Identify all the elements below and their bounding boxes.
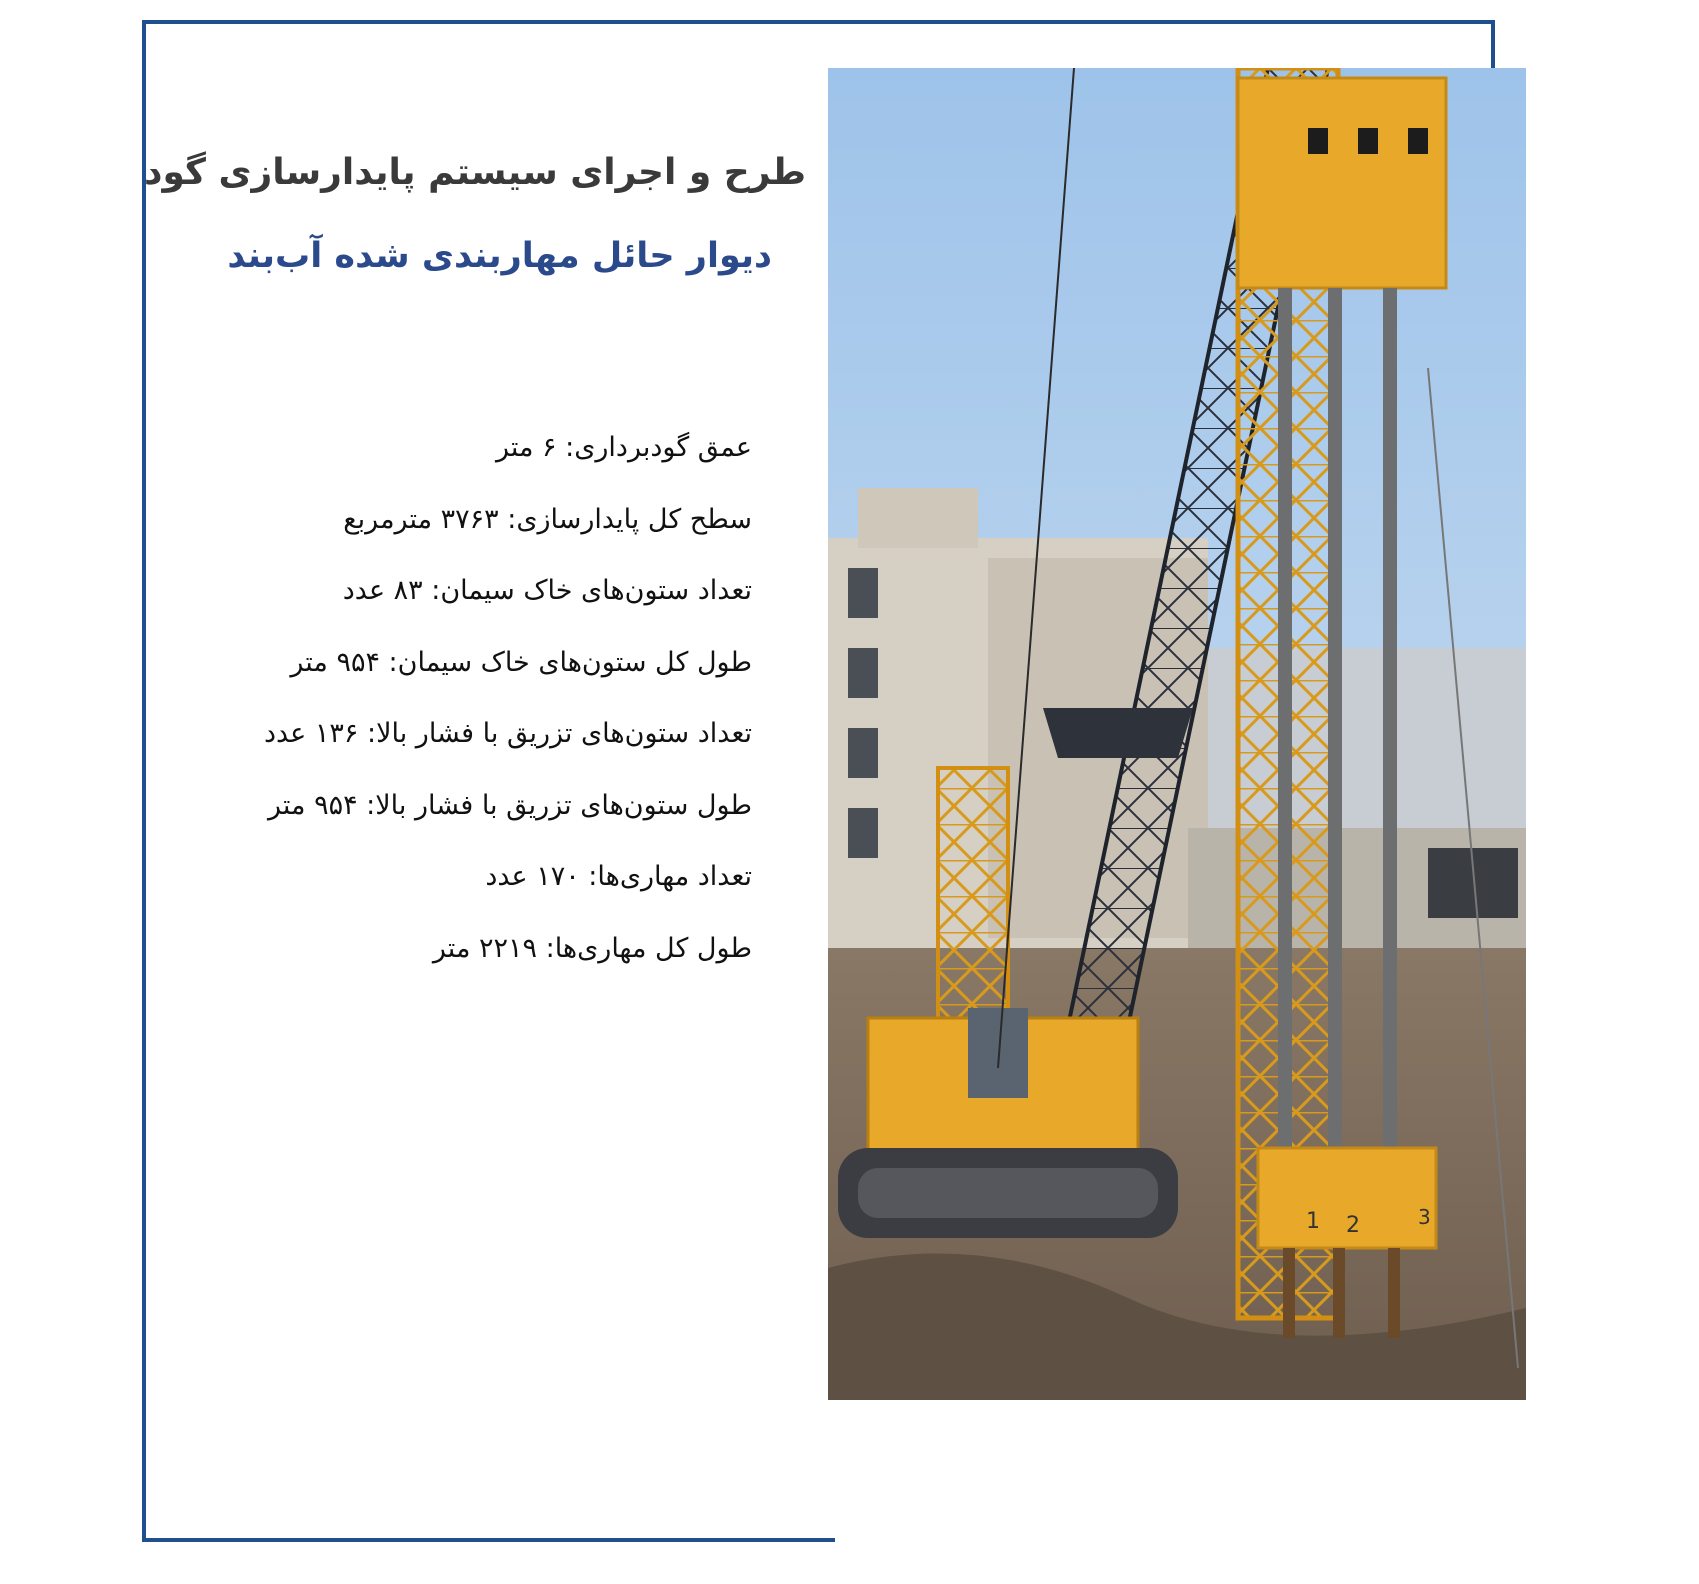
stat-soil-cement-column-length: طول کل ستون‌های خاک سیمان: ۹۵۴ متر xyxy=(290,646,752,678)
stat-jet-grout-column-count: تعداد ستون‌های تزریق با فشار بالا: ۱۳۶ عدد xyxy=(263,718,752,749)
stat-excavation-depth: عمق گودبرداری: ۶ متر xyxy=(495,432,752,463)
stat-total-stabilization-area: سطح کل پایدارسازی: ۳۷۶۳ مترمربع xyxy=(343,503,752,535)
frame-bottom-border xyxy=(142,1538,835,1542)
project-stats-list xyxy=(192,428,752,1000)
page-subtitle: دیوار حائل مهاربندی شده آب‌بند xyxy=(227,236,772,276)
stat-anchor-count: تعداد مهاری‌ها: ۱۷۰ عدد xyxy=(485,861,752,892)
stat-jet-grout-column-length: طول ستون‌های تزریق با فشار بالا: ۹۵۴ متر xyxy=(267,789,752,821)
box-label-1: 1 xyxy=(1306,1209,1320,1234)
construction-site-photo xyxy=(828,68,1526,1400)
stat-anchor-total-length: طول کل مهاری‌ها: ۲۲۱۹ متر xyxy=(432,932,752,964)
frame-top-border xyxy=(142,20,1495,24)
stat-soil-cement-column-count: تعداد ستون‌های خاک سیمان: ۸۳ عدد xyxy=(342,575,752,606)
frame-left-border xyxy=(142,20,146,1542)
box-label-3: 3 xyxy=(1418,1205,1431,1229)
box-label-2: 2 xyxy=(1346,1213,1360,1238)
page-title: طرح و اجرای سیستم پایدارسازی گود xyxy=(144,152,806,193)
